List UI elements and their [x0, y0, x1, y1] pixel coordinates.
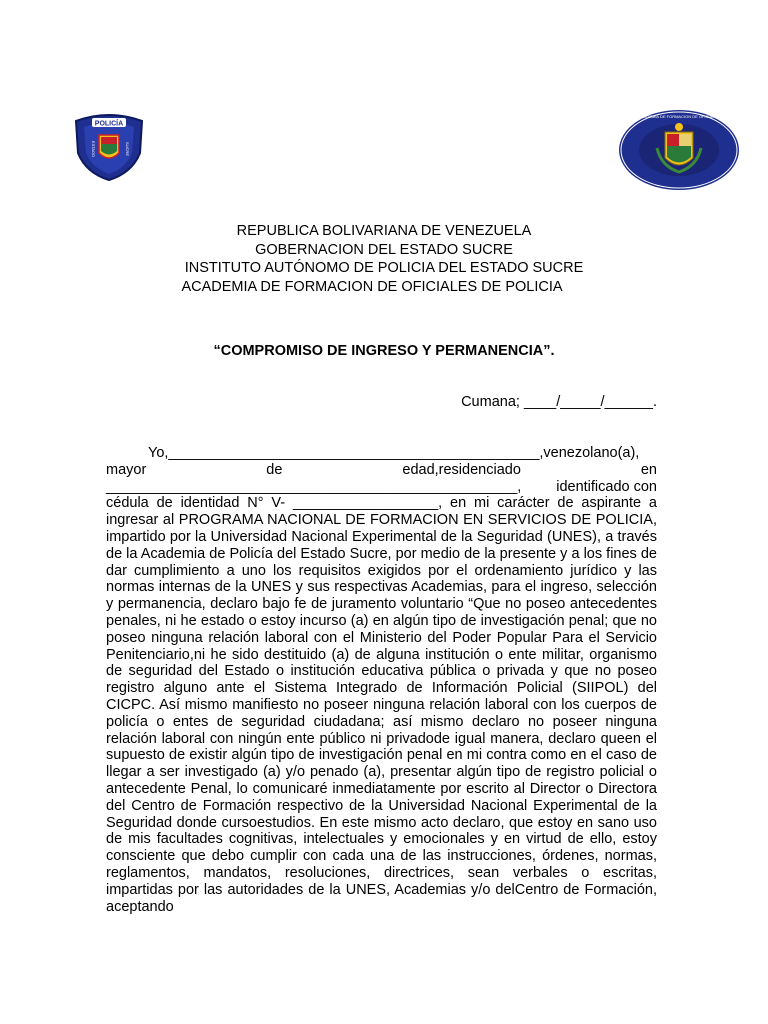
body-line-name	[106, 445, 657, 462]
police-badge-text-right: SUCRE	[125, 141, 130, 157]
header-line-academy: ACADEMIA DE FORMACION DE OFICIALES DE POLICIA	[181, 278, 563, 295]
body-paragraph: cédula de identidad N° V- __________________, en mi carácter de aspirante a ingresar al PROGRAMA NACIONAL DE FORMACION EN SERVICIOS DE POLICIA, impartido por la Universidad Nacional Experimental de la Seguridad (UNES), a través de la Academia de Policía del Estado Sucre, por medio de la presente y a los fines de dar cumplimiento a uno los requisitos exigidos por el ordenamiento jurídico y las normas internas de la UNES y sus respectivas Academias, para el ingreso, selección y permanencia, declaro bajo fe de juramento voluntario “Que no poseo antecedentes penales, ni he estado o estoy incurso (a) en algún tipo de investigación penal; que no poseo ninguna relación laboral con el Ministerio del Poder Popular Para el Servicio Penitenciario,ni he sido destituido (a) de alguna institución o ente militar, organismo de seguridad del Estado o institución educativa pública o privada y que no poseo registro alguno ante el Sistema Integrado de Información Policial (SIIPOL) del CICPC. Así mismo manifiesto no poseer ninguna relación laboral con los cuerpos de policía o entes de seguridad ciudadana; así mismo declaro no poseer ninguna relación laboral con ningún ente público ni privadode igual manera, declaro queen el supuesto de existir algún tipo de investigación penal en mi contra como en el caso de llegar a ser investigado (a) y/o penado (a), presentar algún tipo de registro policial o antecedente Penal, lo comunicaré inmediatamente por escrito al Director o Directora del Centro de Formación respectivo de la Universidad Nacional Experimental de la Seguridad donde cursoestudios. En este mismo acto declaro, que estoy en sano uso de mis facultades cognitivas, intelectuales y emocionales y en virtud de ello, estoy consciente que debo cumplir con cada una de las instrucciones, órdenes, normas, reglamentos, mandatos, resoluciones, directrices, sean verbales o escritas, impartidas por las autoridades de la UNES, Academias y/o delCentro de Formación, aceptando	[106, 495, 657, 915]
header-line-government: GOBERNACION DEL ESTADO SUCRE	[255, 241, 513, 258]
header-line-institute: INSTITUTO AUTÓNOMO DE POLICIA DEL ESTADO SUCRE	[184, 260, 584, 276]
body-line-residence	[106, 462, 657, 479]
name-fill-line: Yo,______________________________________________,venezolano(a),	[148, 445, 640, 461]
police-badge-text-left: ESTADO	[91, 140, 96, 158]
header-line-republic: REPUBLICA BOLIVARIANA DE VENEZUELA	[236, 223, 532, 239]
body-line-address	[106, 479, 657, 496]
address-fill-line: ___________________________________________________,	[106, 478, 522, 495]
word-en: en	[640, 461, 657, 478]
document-body	[106, 445, 657, 915]
word-de: de	[266, 461, 283, 478]
word-edad-residenciado: edad,residenciado	[402, 461, 521, 478]
police-badge-logo	[72, 113, 146, 181]
academy-seal-logo	[617, 108, 741, 192]
word-identificado: identificado con	[556, 478, 657, 495]
document-header	[0, 222, 768, 296]
police-badge-text-top: POLICÍA	[94, 120, 124, 128]
word-mayor: mayor	[106, 461, 147, 478]
document-title: “COMPROMISO DE INGRESO Y PERMANENCIA”.	[213, 343, 555, 359]
academy-seal-ring-text: ACADEMIA DE FORMACION DE OFICIALES	[638, 114, 720, 119]
date-line: Cumana; ____/_____/______.	[461, 394, 657, 410]
